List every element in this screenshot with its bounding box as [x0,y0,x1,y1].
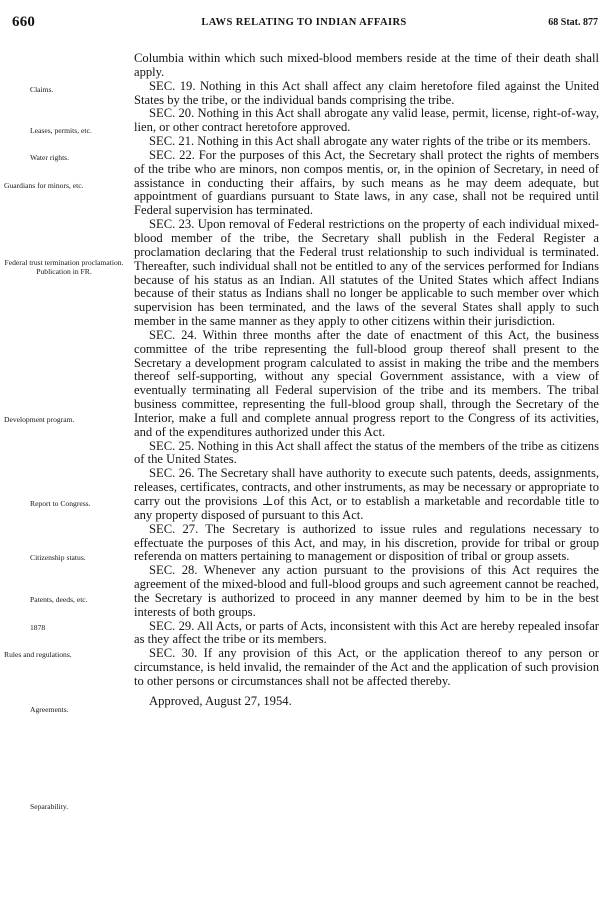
running-title: LAWS RELATING TO INDIAN AFFAIRS [201,17,407,28]
section-26: SEC. 26. The Secretary shall have authority to execute such patents, deeds, assignments, releases, certificates, contracts, and other instruments, as may be necessary or appropriate to carry out the provisions ⊥of this Act, or to establish a marketable and recordable title to any property disposed of pursuant to this Act. [134,466,599,522]
margin-note-federal-trust: Federal trust termination proclamation. Publication in FR. [4,258,124,276]
margin-note-guardians: Guardians for minors, etc. [4,181,84,190]
approval-date: Approved, August 27, 1954. [149,693,292,708]
section-29: SEC. 29. All Acts, or parts of Acts, inconsistent with this Act are hereby repealed insofar as they affect the tribe or its members. [134,618,599,647]
margin-note-report-to-congress: Report to Congress. [30,499,91,508]
section-24: SEC. 24. Within three months after the date of enactment of this Act, the business committee of the tribe representing the full-blood group thereof shall present to the Secretary a development program calculated to assist in making the tribe and the members thereof self-supporting, without any special Government assistance, with a view of eventually terminating all Federal supervision of the tribe and its members. The tribal business committee, representing the full-blood group shall, through the Secretary of the Interior, make a full and complete annual progress report to the Congress of its activities, and of the expenditures authorized under this Act. [134,327,599,439]
margin-note-stat-page: 1878 [30,623,46,632]
page-number: 660 [12,14,36,30]
margin-note-development-program: Development program. [4,415,75,424]
section-28: SEC. 28. Whenever any action pursuant to the provisions of this Act requires the agreement of the mixed-blood and full-blood groups and such agreement cannot be reached, the Secretary is authorized to proceed in any manner deemed by him to be in the best interests of both groups. [134,563,599,619]
margin-note-water-rights: Water rights. [30,153,70,162]
margin-note-claims: Claims. [30,85,54,94]
section-23: SEC. 23. Upon removal of Federal restrictions on the property of each individual mixed-blood member of the tribe, the Secretary shall publish in the Federal Register a proclamation declaring that the Federal trust relationship to such individual is terminated. Thereafter, such individual shall not be entitled to any of the services performed for Indians because of his status as an Indian. All statutes of the United States which affect Indians because of their status as Indians shall no longer be applicable to such member over which supervision has been terminated, and the laws of the several States shall apply to such member in the same manner as they apply to other citizens within their jurisdiction. [134,217,599,329]
margin-note-rules: Rules and regulations. [4,650,72,659]
section-22: SEC. 22. For the purposes of this Act, the Secretary shall protect the rights of members of the tribe who are minors, non compos mentis, or, in the opinion of Secretary, in need of assistance in conducting their affairs, by such means as he may deem adequate, but appointment of guardians pursuant to State laws, in any case, shall not be required until Federal supervision has terminated. [134,147,599,218]
main-text [134,52,599,709]
section-20: SEC. 20. Nothing in this Act shall abrogate any valid lease, permit, license, right-of-way, lien, or other contract heretofore approved. [134,106,599,135]
section-19: SEC. 19. Nothing in this Act shall affect any claim heretofore filed against the United States by the tribe, or the individual bands comprising the tribe. [134,78,599,107]
margin-note-citizenship: Citizenship status. [30,553,86,562]
section-30: SEC. 30. If any provision of this Act, or the application thereof to any person or circumstance, is held invalid, the remainder of the Act and the application of such provision to other persons or circumstances shall not be affected thereby. [134,646,599,688]
section-25: SEC. 25. Nothing in this Act shall affect the status of the members of the tribe as citizens of the United States. [134,438,599,467]
section-27: SEC. 27. The Secretary is authorized to issue rules and regulations necessary to effectuate the purposes of this Act, and may, in his discretion, provide for tribal or group referenda on matters pertaining to management or disposition of tribal or group assets. [134,521,599,564]
stat-citation: 68 Stat. 877 [548,17,598,28]
margin-note-patents: Patents, deeds, etc. [30,595,88,604]
margin-note-agreements: Agreements. [30,705,69,714]
margin-note-leases: Leases, permits, etc. [30,126,92,135]
margin-note-separability: Separability. [30,802,69,811]
section-21: SEC. 21. Nothing in this Act shall abrogate any water rights of the tribe or its members. [149,134,591,149]
paragraph-continuation: Columbia within which such mixed-blood members reside at the time of their death shall apply. [134,51,599,79]
